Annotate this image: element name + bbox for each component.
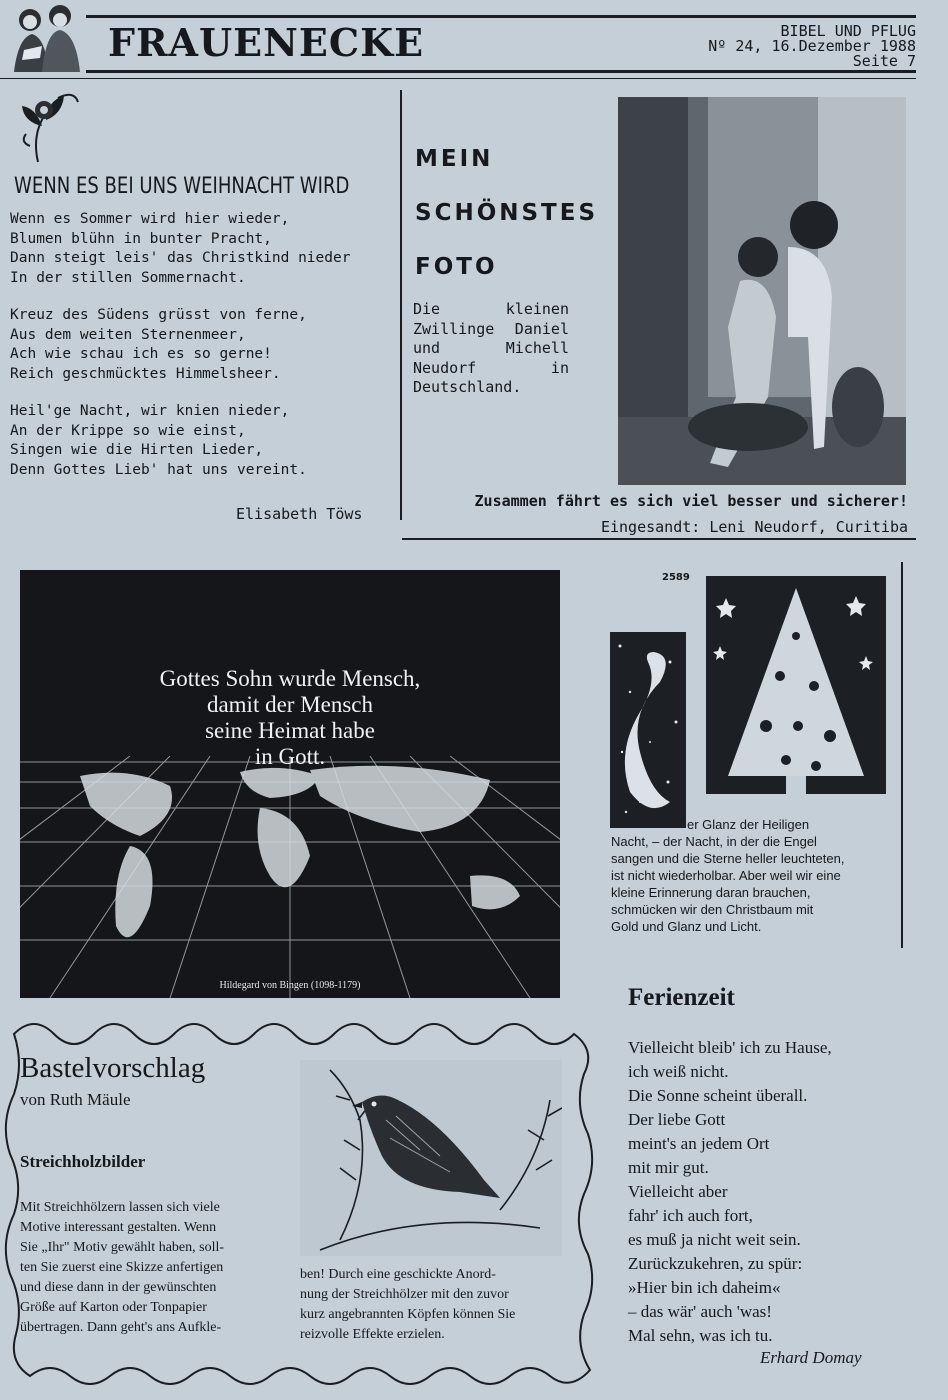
- craft-line: und diese dann in der gewünschten: [20, 1280, 217, 1295]
- poem-line: Heil'ge Nacht, wir knien nieder,: [10, 403, 290, 419]
- poster-quote: [20, 666, 560, 770]
- poem-line: Singen wie die Hirten Lieder,: [10, 442, 264, 458]
- poster-quote-line: seine Heimat habe: [205, 718, 375, 743]
- poster-quote-line: damit der Mensch: [206, 692, 374, 717]
- issue-number-date: Nº 24, 16.Dezember 1988: [708, 37, 916, 55]
- poem-line: Aus dem weiten Sternenmeer,: [10, 326, 246, 343]
- publication-name: BIBEL UND PFLUG: [780, 22, 916, 40]
- world-map-poster: [20, 570, 560, 998]
- ferienzeit-line: ich weiß nicht.: [628, 1062, 729, 1081]
- header-rule-top: [86, 15, 916, 18]
- craft-line: übertragen. Dann geht's ans Aufkle-: [20, 1320, 222, 1335]
- card-text-line: Gold und Glanz und Licht.: [611, 919, 762, 934]
- poem-text: [10, 210, 395, 498]
- foto-heading-line: SCHÖNSTES: [415, 200, 599, 226]
- header-rule-thin: [0, 78, 916, 79]
- issue-info: [708, 24, 916, 69]
- poem-stanza: [10, 306, 395, 384]
- matchstick-bird-illustration: [300, 1060, 562, 1256]
- craft-line: kurz angebrannten Köpfen können Sie: [300, 1307, 516, 1322]
- poem-line: Ach wie schau ich es so gerne!: [10, 346, 272, 362]
- craft-line: Motive interessant gestalten. Wenn: [20, 1220, 217, 1235]
- craft-line: ben! Durch eine geschickte Anord-: [300, 1267, 496, 1282]
- photo-caption: Zusammen fährt es sich viel besser und sicherer!: [474, 492, 908, 510]
- ferienzeit-line: Der liebe Gott: [628, 1110, 726, 1129]
- ferienzeit-line: Mal sehn, was ich tu.: [628, 1326, 773, 1345]
- ferienzeit-poem: [628, 1036, 832, 1348]
- poem-line: Blumen blühn in bunter Pracht,: [10, 230, 272, 247]
- poem-line: Denn Gottes Lieb' hat uns vereint.: [10, 461, 307, 478]
- foto-heading: [415, 132, 598, 294]
- poem-author: Elisabeth Töws: [236, 505, 363, 523]
- card-text: [611, 816, 889, 935]
- foto-heading-line: FOTO: [415, 254, 498, 280]
- card-text-line: Nacht, – der Nacht, in der die Engel: [611, 834, 817, 849]
- poster-credit: Hildegard von Bingen (1098-1179): [219, 980, 361, 991]
- twins-photo: [618, 97, 906, 485]
- poem-line: Wenn es Sommer wird hier wieder,: [10, 211, 290, 227]
- ferienzeit-line: Vielleicht bleib' ich zu Hause,: [628, 1038, 832, 1057]
- christmas-tree-illustration: [706, 576, 886, 794]
- poem-line: Kreuz des Südens grüsst von ferne,: [10, 307, 307, 323]
- ornamental-initial-d: [610, 632, 686, 828]
- ferienzeit-line: Vielleicht aber: [628, 1182, 728, 1201]
- poem-line: Dann steigt leis' das Christkind nieder: [10, 250, 351, 266]
- card-number: 2589: [662, 572, 690, 583]
- ferienzeit-line: – das wär' auch 'was!: [628, 1302, 772, 1321]
- craft-line: ten Sie zuerst eine Skizze anfertigen: [20, 1260, 224, 1275]
- card-text-line: ist nicht wiederholbar. Aber weil wir eine: [611, 868, 841, 883]
- poster-quote-line: in Gott.: [254, 744, 326, 769]
- craft-text-col2: [300, 1265, 562, 1345]
- ferienzeit-line: es muß ja nicht weit sein.: [628, 1230, 801, 1249]
- masthead-title: FRAUENECKE: [108, 20, 425, 65]
- craft-line: Größe auf Karton oder Tonpapier: [20, 1300, 207, 1315]
- craft-line: reizvolle Effekte erzielen.: [300, 1327, 445, 1342]
- column-divider-right: [901, 562, 903, 948]
- craft-author: von Ruth Mäule: [20, 1090, 131, 1109]
- poem-line: Reich geschmücktes Himmelsheer.: [10, 365, 281, 382]
- craft-title: Bastelvorschlag: [20, 1052, 206, 1084]
- ferienzeit-line: Die Sonne scheint überall.: [628, 1086, 808, 1105]
- poem-title: WENN ES BEI UNS WEIHNACHT WIRD: [14, 174, 350, 199]
- photo-credit: Eingesandt: Leni Neudorf, Curitiba: [600, 518, 908, 536]
- ferienzeit-line: Zurückzukehren, zu spür:: [628, 1254, 803, 1273]
- ferienzeit-line: fahr' ich auch fort,: [628, 1206, 753, 1225]
- masthead-illustration: [2, 2, 84, 76]
- craft-text-col1: [20, 1198, 268, 1338]
- ferienzeit-author: Erhard Domay: [760, 1348, 862, 1367]
- section-rule: [402, 538, 916, 540]
- craft-line: Sie „Ihr" Motiv gewählt haben, soll-: [20, 1240, 225, 1255]
- poster-quote-line: Gottes Sohn wurde Mensch,: [159, 666, 421, 691]
- craft-line: Mit Streichhölzern lassen sich viele: [20, 1200, 220, 1215]
- world-map-grid: [20, 756, 560, 998]
- craft-subtitle: Streichholzbilder: [20, 1152, 146, 1171]
- poem-line: In der stillen Sommernacht.: [10, 269, 246, 286]
- card-text-line: kleine Erinnerung daran brauchen,: [611, 885, 811, 900]
- card-text-line: er Glanz der Heiligen: [687, 817, 810, 832]
- poem-stanza: [10, 210, 395, 288]
- foto-caption: Die kleinen Zwillinge Daniel und Michell Neudorf in Deutschland.: [413, 300, 569, 396]
- flower-ornament: [18, 86, 82, 164]
- ferienzeit-title: Ferienzeit: [628, 984, 735, 1011]
- header-rule-bottom: [86, 70, 916, 73]
- ferienzeit-line: meint's an jedem Ort: [628, 1134, 770, 1153]
- poem-stanza: [10, 402, 395, 480]
- ferienzeit-line: mit mir gut.: [628, 1158, 709, 1177]
- ferienzeit-line: »Hier bin ich daheim«: [628, 1278, 781, 1297]
- column-divider: [400, 90, 402, 520]
- foto-heading-line: MEIN: [415, 146, 494, 172]
- page-number: Seite 7: [852, 52, 916, 70]
- card-text-line: schmücken wir den Christbaum mit: [611, 902, 814, 917]
- poem-line: An der Krippe so wie einst,: [10, 422, 246, 439]
- craft-line: nung der Streichhölzer mit den zuvor: [300, 1287, 509, 1302]
- card-text-line: sangen und die Sterne heller leuchteten,: [611, 851, 845, 866]
